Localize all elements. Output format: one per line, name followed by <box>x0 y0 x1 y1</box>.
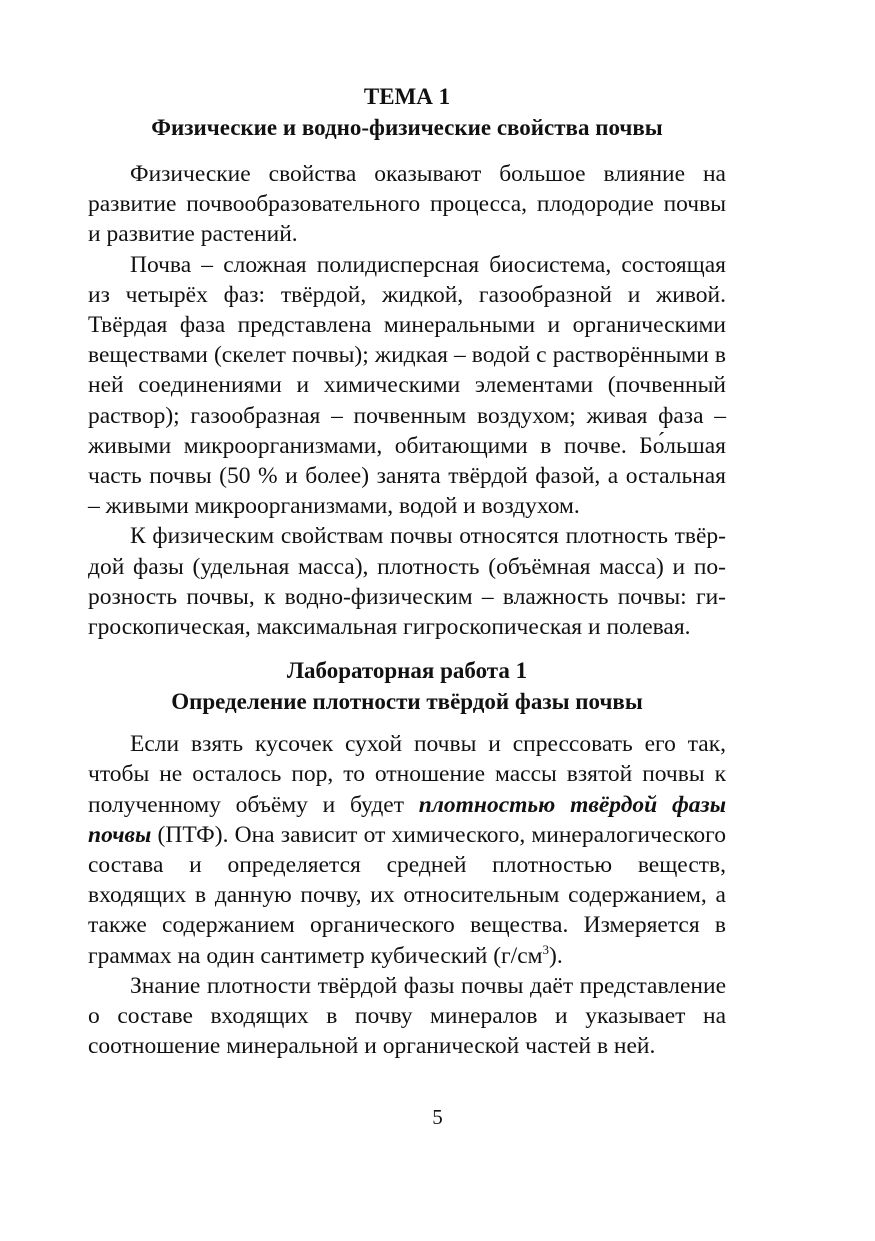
page-body <box>88 80 726 1061</box>
lab-paragraph-2: Знание плотности твёрдой фазы почвы даёт представление о составе входящих в почву минералов и указывает на соотношение минеральной и органической частей в ней. <box>88 972 726 1060</box>
lab-title: Лабораторная работа 1 <box>286 658 528 684</box>
topic-title: ТЕМА 1 <box>363 84 451 109</box>
topic-subtitle: Физические и водно-физические свойства почвы <box>151 115 663 140</box>
page-number: 5 <box>432 1105 443 1129</box>
lab-paragraph-1-text-c: ). <box>549 942 563 969</box>
defined-term: плотностью твёрдой фазы почвы <box>88 791 726 848</box>
superscript-exponent: 3 <box>542 941 550 957</box>
lab-subtitle: Определение плотности твёрдой фазы почвы <box>171 689 643 715</box>
intro-paragraph-3: К физическим свойствам почвы относятся плотность твёрдой фазы (удельная масса), плотность (объёмная масса) и порозность почвы, к водно-физическим – влажность почвы: гигроскопическая, максимальная гигроскопическая и полевая. <box>88 523 726 641</box>
intro-paragraph-1: Физические свойства оказывают большое влияние на развитие почвообразовательного процесса, плодородие почвы и развитие растений. <box>88 161 726 248</box>
intro-paragraph-2: Почва – сложная полидисперсная биосистема, состоящая из четырёх фаз: твёрдой, жидкой, газообразной и живой. Твёрдая фаза представлена минеральными и органическими веществами (скелет почвы); жидкая – водой с растворёнными в ней соединениями и химическими элементами (почвенный раствор); газообразная – почвенным воздухом; живая фаза – живыми микроорганизмами, обитающими в почве. Бо́льшая часть почвы (50 % и более) занята твёрдой фазой, а остальная – живыми микроорганизмами, водой и воздухом. <box>88 251 726 520</box>
lab-paragraph-1 <box>88 729 726 971</box>
lab-paragraph-1-text-a: Если взять кусочек сухой почвы и спрессовать его так, чтобы не осталось пор, то отношение массы взятой почвы к полученному объёму и будет <box>88 731 726 818</box>
lab-paragraph-1-text-b: (ПТФ). Она зависит от химического, минералогического состава и определяется средней плотностью веществ, входящих в данную почву, их относительным содержанием, а также содержанием органического вещества. Измеряется в граммах на один сантиметр кубический (г/см <box>88 821 726 969</box>
